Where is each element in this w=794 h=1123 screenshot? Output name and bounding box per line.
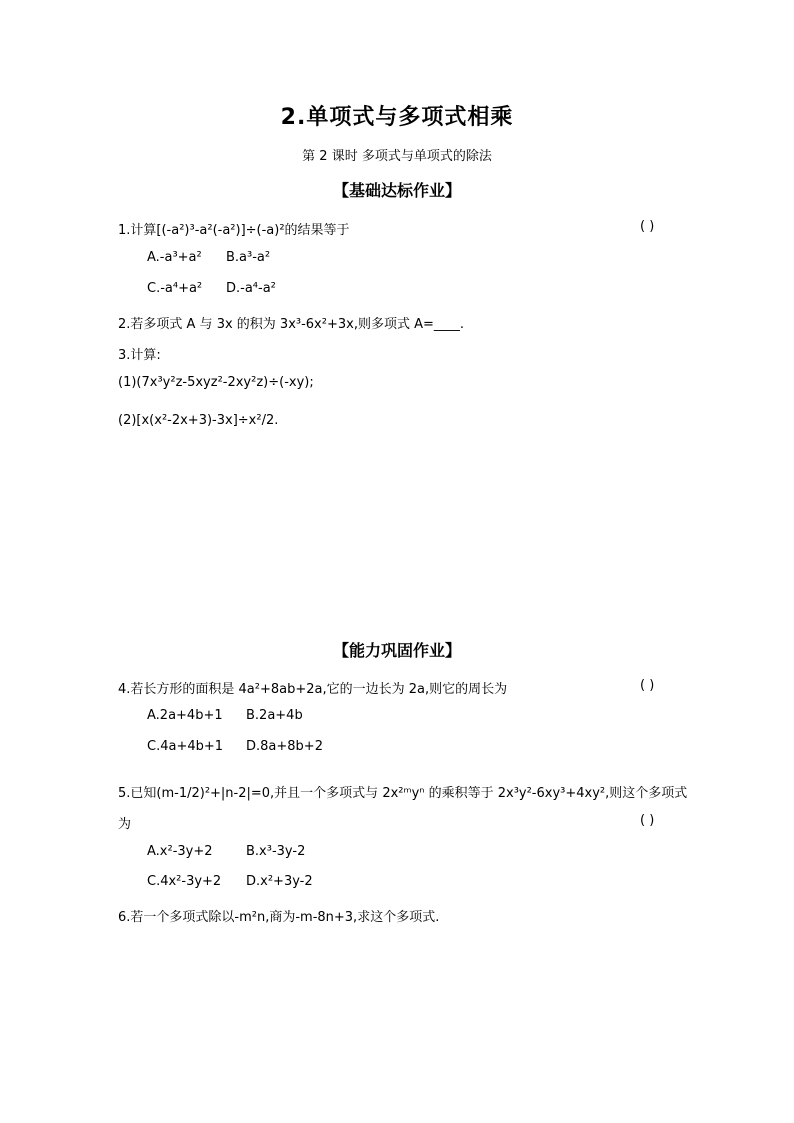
- option-b-1: B.a³-a²: [226, 250, 271, 265]
- option-d-5: D.x²+3y-2: [246, 874, 313, 889]
- question-1: 1.计算[(-a²)³-a²(-a²)]÷(-a)²的结果等于: [118, 223, 350, 238]
- question-3-part-2: (2)[x(x²-2x+3)-3x]÷x²/2.: [118, 413, 279, 428]
- question-3: 3.计算:: [118, 348, 161, 363]
- answer-paren-4: ( ): [640, 678, 655, 693]
- option-d-4: D.8a+8b+2: [246, 739, 323, 754]
- page-subtitle: 第 2 课时 多项式与单项式的除法: [302, 149, 492, 164]
- option-a-5: A.x²-3y+2: [147, 844, 213, 859]
- option-d-1: D.-a⁴-a²: [226, 281, 276, 296]
- question-2: 2.若多项式 A 与 3x 的积为 3x³-6x²+3x,则多项式 A=____.: [118, 317, 465, 332]
- option-c-5: C.4x²-3y+2: [147, 874, 222, 889]
- option-b-5: B.x³-3y-2: [246, 844, 306, 859]
- option-a-4: A.2a+4b+1: [147, 708, 223, 723]
- section-heading-ability: 【能力巩固作业】: [332, 641, 461, 660]
- option-b-4: B.2a+4b: [246, 708, 303, 723]
- section-heading-basic: 【基础达标作业】: [332, 181, 461, 200]
- option-c-4: C.4a+4b+1: [147, 739, 224, 754]
- answer-paren-1: ( ): [640, 219, 655, 234]
- question-5: 5.已知(m-1/2)²+|n-2|=0,并且一个多项式与 2x²ᵐyⁿ 的乘积等于 2x³y²-6xy³+4xy²,则这个多项式: [118, 786, 688, 801]
- question-5-continued: 为: [118, 817, 132, 832]
- page-title: 2.单项式与多项式相乘: [280, 105, 514, 130]
- option-c-1: C.-a⁴+a²: [147, 281, 203, 296]
- answer-paren-5: ( ): [640, 813, 655, 828]
- question-4: 4.若长方形的面积是 4a²+8ab+2a,它的一边长为 2a,则它的周长为: [118, 682, 508, 697]
- question-6: 6.若一个多项式除以-m²n,商为-m-8n+3,求这个多项式.: [118, 910, 440, 925]
- question-3-part-1: (1)(7x³y²z-5xyz²-2xy²z)÷(-xy);: [118, 375, 314, 390]
- option-a-1: A.-a³+a²: [147, 250, 202, 265]
